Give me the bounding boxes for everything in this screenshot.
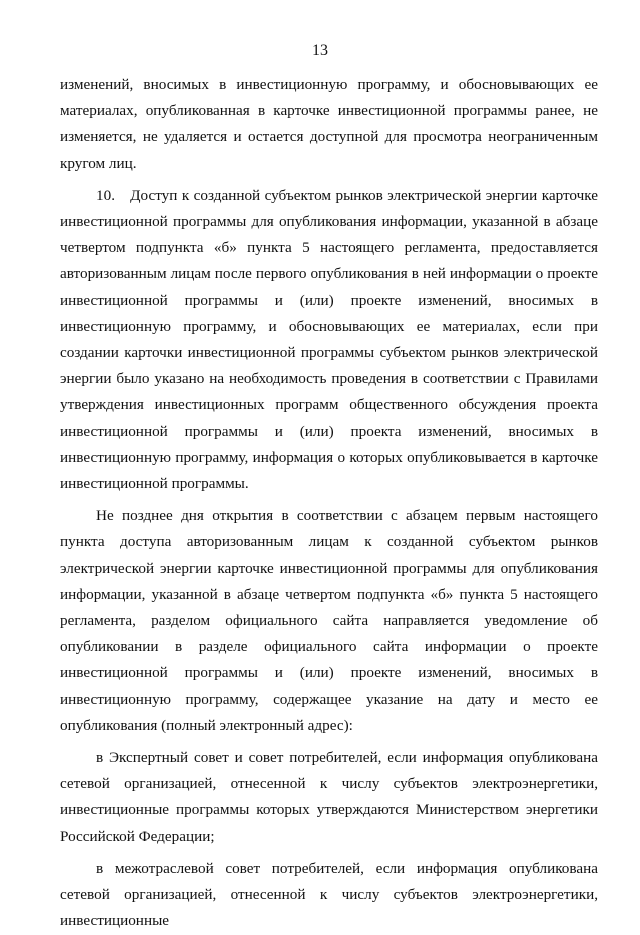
paragraph-item-10: 10. Доступ к созданной субъектом рынков электрической энергии карточке инвестиционной программы для опубликования информации, указанной в абзаце четвертом подпункта «б» пункта 5 настоящего регламента, предоставляется авторизованным лицам после первого опубликования в ней информации о проекте инвестиционной программы и (или) проекте изменений, вносимых в инвестиционную программу, и обосновывающих ее материалах, если при создании карточки инвестиционной программы субъектом рынков электрической энергии было указано на необходимость проведения в соответствии с Правилами утверждения инвестиционных программ общественного обсуждения проекта инвестиционной программы и (или) проекта изменений, вносимых в инвестиционную программу, информация о которых опубликовывается в карточке инвестиционной программы. [60,186,598,493]
page-number: 13 [312,42,328,59]
paragraph-notification: Не позднее дня открытия в соответствии с абзацем первым настоящего пункта доступа авторизованным лицам к созданной субъектом рынков электрической энергии карточке инвестиционной программы для опубликования информации, указанной в абзаце четвертом подпункта «б» пункта 5 настоящего регламента, разделом официального сайта направляется уведомление об опубликовании в разделе официального сайта информации о проекте инвестиционной программы и (или) проекте изменений, вносимых в инвестиционную программу, содержащее указание на дату и место ее опубликования (полный электронный адрес): [60,507,598,734]
paragraph-continuation: изменений, вносимых в инвестиционную программу, и обосновывающих ее материалах, опубликованная в карточке инвестиционной программы ранее, не изменяется, не удаляется и остается доступной для просмотра неограниченным кругом лиц. [60,76,598,172]
document-body [60,72,598,935]
paragraph-interindustry-council: в межотраслевой совет потребителей, если информация опубликована сетевой организацией, отнесенной к числу субъектов электроэнергетики, инвестиционные [60,859,598,930]
paragraph-expert-council: в Экспертный совет и совет потребителей, если информация опубликована сетевой организацией, отнесенной к числу субъектов электроэнергетики, инвестиционные программы которых утверждаются Министерством энергетики Российской Федерации; [60,749,598,845]
